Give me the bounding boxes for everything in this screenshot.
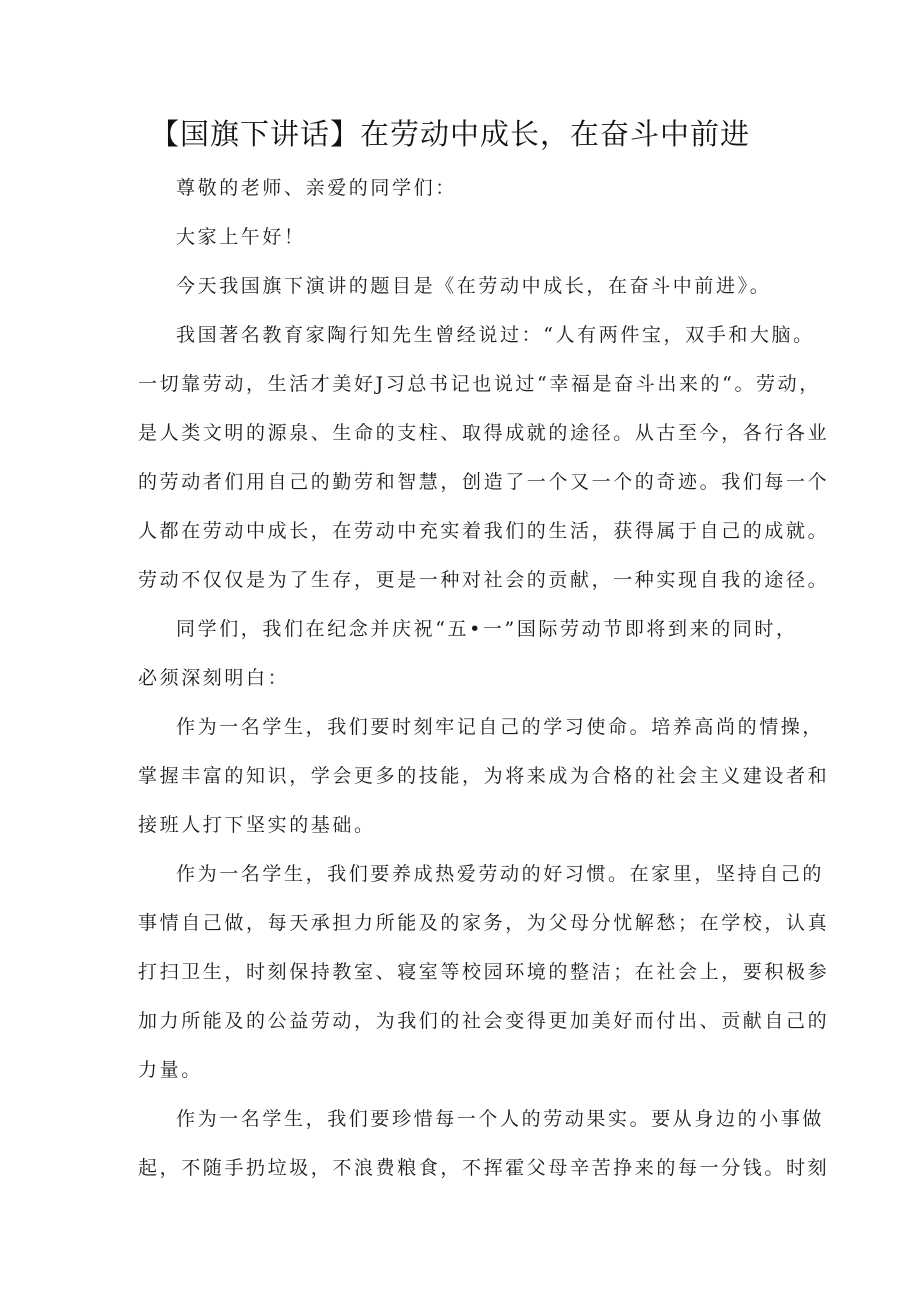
paragraph-labor-day [138,605,798,703]
paragraph-line: 作为一名学生，我们要时刻牢记自己的学习使命。培养高尚的情操， [176,716,825,738]
paragraph-line: 人都在劳动中成长，在劳动中充实着我们的生活，获得属于自己的成就。 [138,520,830,542]
paragraph-line: 力量。 [138,1059,203,1081]
paragraph-love-labor [138,850,830,1095]
paragraph-line: 是人类文明的源泉、生命的支柱、取得成就的途径。从古至今，各行各业 [138,422,830,444]
paragraph-good-morning [138,213,782,262]
paragraph-line: 掌握丰富的知识，学会更多的技能，为将来成为合格的社会主义建设者和 [138,765,830,787]
paragraph-line: 必须深刻明白： [138,667,290,689]
document-body [138,164,830,1193]
paragraph-line: 事情自己做，每天承担力所能及的家务，为父母分忧解愁；在学校，认真 [138,912,830,934]
paragraph-line: 今天我国旗下演讲的题目是《在劳动中成长，在奋斗中前进》。 [176,275,772,297]
paragraph-line: 的劳动者们用自己的勤劳和智慧，创造了一个又一个的奇迹。我们每一个 [138,471,830,493]
paragraph-study-mission [138,703,830,850]
document-title: 【国旗下讲话】在劳动中成长，在奋斗中前进 [150,117,751,151]
paragraph-greeting [138,164,782,213]
paragraph-line: 接班人打下坚实的基础。 [138,814,376,836]
paragraph-line: 同学们，我们在纪念并庆祝“五•一”国际劳动节即将到来的同时， [176,618,798,640]
paragraph-line: 加力所能及的公益劳动，为我们的社会变得更加美好而付出、贡献自己的 [138,1010,830,1032]
paragraph-line: 打扫卫生，时刻保持教室、寝室等校园环境的整洁；在社会上，要积极参 [138,961,830,983]
paragraph-line: 起，不随手扔垃圾，不浪费粮食，不挥霍父母辛苦挣来的每一分钱。时刻 [138,1157,830,1179]
paragraph-quote [138,311,830,605]
paragraph-line: 一切靠劳动，生活才美好J习总书记也说过“幸福是奋斗出来的“。劳动， [138,373,821,395]
paragraph-line: 我国著名教育家陶行知先生曾经说过：“人有两件宝，双手和大脑。 [176,324,815,346]
paragraph-line: 尊敬的老师、亲爱的同学们： [176,177,457,199]
paragraph-line: 大家上午好！ [176,226,306,248]
paragraph-line: 劳动不仅仅是为了生存，更是一种对社会的贡献，一种实现自我的途径。 [138,569,830,591]
paragraph-cherish-labor [138,1095,830,1193]
paragraph-line: 作为一名学生，我们要珍惜每一个人的劳动果实。要从身边的小事做 [176,1108,825,1130]
paragraph-topic [138,262,782,311]
paragraph-line: 作为一名学生，我们要养成热爱劳动的好习惯。在家里，坚持自己的 [176,863,825,885]
